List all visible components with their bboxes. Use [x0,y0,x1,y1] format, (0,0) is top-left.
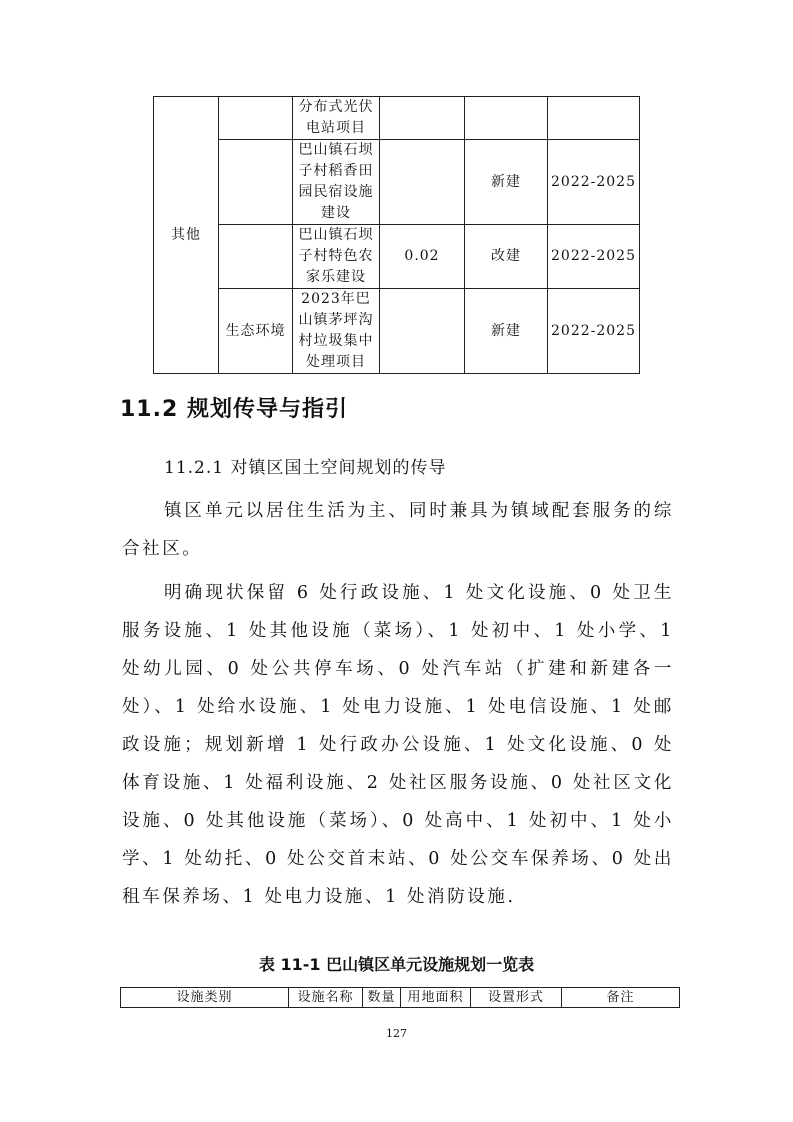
header-remarks: 备注 [562,988,680,1008]
subcategory-cell [219,225,293,289]
subcategory-cell: 生态环境 [219,289,293,374]
table-header-row [121,988,680,1008]
area-cell [380,97,465,140]
header-form: 设置形式 [471,988,562,1008]
facility-table-header [120,987,680,1008]
subcategory-cell [219,97,293,140]
period-cell: 2022-2025 [548,140,640,225]
table-row [154,225,640,289]
subcategory-cell [219,140,293,225]
project-name-cell: 分布式光伏电站项目 [293,97,380,140]
method-cell: 新建 [465,140,548,225]
project-table [153,96,640,374]
paragraph-intro: 镇区单元以居住生活为主、同时兼具为镇域配套服务的综合社区。 [122,501,674,559]
method-cell: 新建 [465,289,548,374]
section-heading: 11.2 规划传导与指引 [120,397,348,422]
category-cell: 其他 [154,97,219,374]
project-name-cell: 巴山镇石坝子村稻香田园民宿设施建设 [293,140,380,225]
area-cell [380,140,465,225]
subsection-heading: 11.2.1 对镇区国土空间规划的传导 [164,458,447,478]
table-row [154,140,640,225]
project-name-cell: 巴山镇石坝子村特色农家乐建设 [293,225,380,289]
header-category: 设施类别 [121,988,289,1008]
header-quantity: 数量 [363,988,401,1008]
table-row [154,97,640,140]
area-cell [380,289,465,374]
area-cell: 0.02 [380,225,465,289]
header-area: 用地面积 [401,988,471,1008]
period-cell [548,97,640,140]
page-number: 127 [386,1027,407,1040]
header-name: 设施名称 [289,988,363,1008]
method-cell [465,97,548,140]
period-cell: 2022-2025 [548,225,640,289]
table-row [154,289,640,374]
period-cell: 2022-2025 [548,289,640,374]
paragraph-facilities: 明确现状保留 6 处行政设施、1 处文化设施、0 处卫生服务设施、1 处其他设施（菜场）、1 处初中、1 处小学、1 处幼儿园、0 处公共停车场、0 处汽车站（扩建和新建各一处）、1 处给水设施、1 处电力设施、1 处电信设施、1 处邮政设施；规划新增 1 处行政办公设施、1 处文化设施、0 处体育设施、1 处福利设施、2 处社区服务设施、0 处社区文化设施、0 处其他设施（菜场）、0 处高中、1 处初中、1 处小学、1 处幼托、0 处公交首末站、0 处公交车保养场、0 处出租车保养场、1 处电力设施、1 处消防设施. [122,583,674,907]
table-caption: 表 11-1 巴山镇区单元设施规划一览表 [258,955,535,974]
project-name-cell: 2023年巴山镇茅坪沟村垃圾集中处理项目 [293,289,380,374]
method-cell: 改建 [465,225,548,289]
